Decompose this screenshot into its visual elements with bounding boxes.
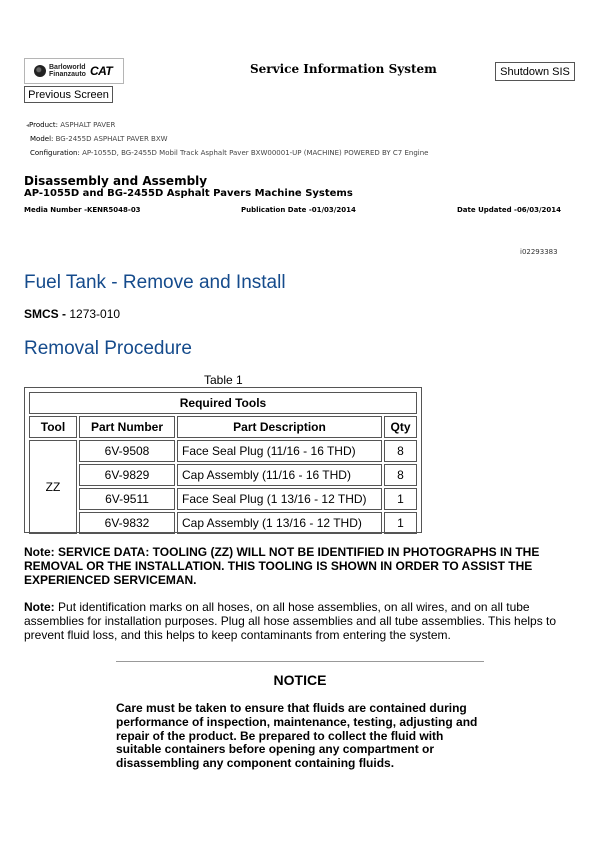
publication-date: Publication Date -01/03/2014 xyxy=(241,206,356,214)
part-number-cell: 6V-9511 xyxy=(79,488,175,510)
document-title: Disassembly and Assembly xyxy=(24,174,208,188)
product-label: Product: xyxy=(29,121,58,129)
removal-procedure-heading: Removal Procedure xyxy=(24,338,192,359)
dealer-logo xyxy=(24,58,124,84)
column-header-qty: Qty xyxy=(384,416,417,438)
notice-body: Care must be taken to ensure that fluids are contained during performance of inspection, maintenance, testing, adjusting and repair of the product. Be prepared to collect the fluid with suitable containers before opening any compartment or disassembling any component containing fluids. xyxy=(116,701,478,771)
part-description-cell: Face Seal Plug (11/16 - 16 THD) xyxy=(177,440,382,462)
logo-text xyxy=(49,64,86,79)
part-description-cell: Cap Assembly (1 13/16 - 12 THD) xyxy=(177,512,382,534)
smcs-value: 1273-010 xyxy=(69,307,121,321)
configuration-line xyxy=(30,149,428,157)
shutdown-sis-button[interactable]: Shutdown SIS xyxy=(495,62,575,81)
service-data-note: Note: SERVICE DATA: TOOLING (ZZ) WILL NOT BE IDENTIFIED IN PHOTOGRAPHS IN THE REMOVAL OR THE INSTALLATION. THIS TOOLING IS SHOWN IN ORDER TO ASSIST THE EXPERIENCED SERVICEMAN. xyxy=(24,545,540,587)
globe-icon xyxy=(34,65,46,77)
note-label: Note: xyxy=(24,600,55,614)
part-number-cell: 6V-9508 xyxy=(79,440,175,462)
model-label: Model: xyxy=(30,135,54,143)
part-description-cell: Cap Assembly (11/16 - 16 THD) xyxy=(177,464,382,486)
part-number-cell: 6V-9832 xyxy=(79,512,175,534)
config-label: Configuration: xyxy=(30,149,80,157)
cat-logo-text: CAT xyxy=(89,64,113,78)
qty-cell: 8 xyxy=(384,440,417,462)
tool-cell: ZZ xyxy=(29,440,77,534)
system-title: Service Information System xyxy=(250,62,437,76)
table-row xyxy=(29,464,417,486)
product-line xyxy=(26,121,115,129)
document-subtitle: AP-1055D and BG-2455D Asphalt Pavers Machine Systems xyxy=(24,188,353,199)
identification-note xyxy=(24,600,574,642)
cat-logo xyxy=(90,64,112,78)
logo-line1: Barloworld xyxy=(49,63,86,71)
date-updated: Date Updated -06/03/2014 xyxy=(457,206,562,214)
table-title: Required Tools xyxy=(29,392,417,414)
smcs-code xyxy=(24,307,120,321)
notice-title: NOTICE xyxy=(273,672,327,688)
product-value: ASPHALT PAVER xyxy=(60,121,116,129)
logo-line2: Finanzauto xyxy=(49,71,86,78)
media-number: Media Number -KENR5048-03 xyxy=(24,206,141,214)
column-header-part-number: Part Number xyxy=(79,416,175,438)
column-header-tool: Tool xyxy=(29,416,77,438)
table-caption: Table 1 xyxy=(204,373,243,387)
notice-divider xyxy=(116,661,484,662)
table-row xyxy=(29,488,417,510)
qty-cell: 8 xyxy=(384,464,417,486)
expand-arrow-icon[interactable]: ◂ xyxy=(26,122,30,129)
qty-cell: 1 xyxy=(384,512,417,534)
qty-cell: 1 xyxy=(384,488,417,510)
part-number-cell: 6V-9829 xyxy=(79,464,175,486)
column-header-description: Part Description xyxy=(177,416,382,438)
model-line xyxy=(30,135,168,143)
table-row xyxy=(29,512,417,534)
config-value: AP-1055D, BG-2455D Mobil Track Asphalt Paver BXW00001-UP (MACHINE) POWERED BY C7 Engine xyxy=(82,149,429,157)
document-id: i02293383 xyxy=(520,248,558,256)
smcs-label: SMCS - xyxy=(24,307,66,321)
page-title: Fuel Tank - Remove and Install xyxy=(24,272,286,293)
part-description-cell: Face Seal Plug (1 13/16 - 12 THD) xyxy=(177,488,382,510)
required-tools-table xyxy=(24,387,422,533)
note-text: Put identification marks on all hoses, on all hose assemblies, on all wires, and on all tube assemblies for installation purposes. Plug all hose assemblies and all tube assemblies. This helps to prevent fluid loss, and this helps to keep contaminants from entering the system. xyxy=(24,600,557,642)
previous-screen-button[interactable]: Previous Screen xyxy=(24,86,113,103)
table-row xyxy=(29,440,417,462)
model-value: BG-2455D ASPHALT PAVER BXW xyxy=(55,135,168,143)
